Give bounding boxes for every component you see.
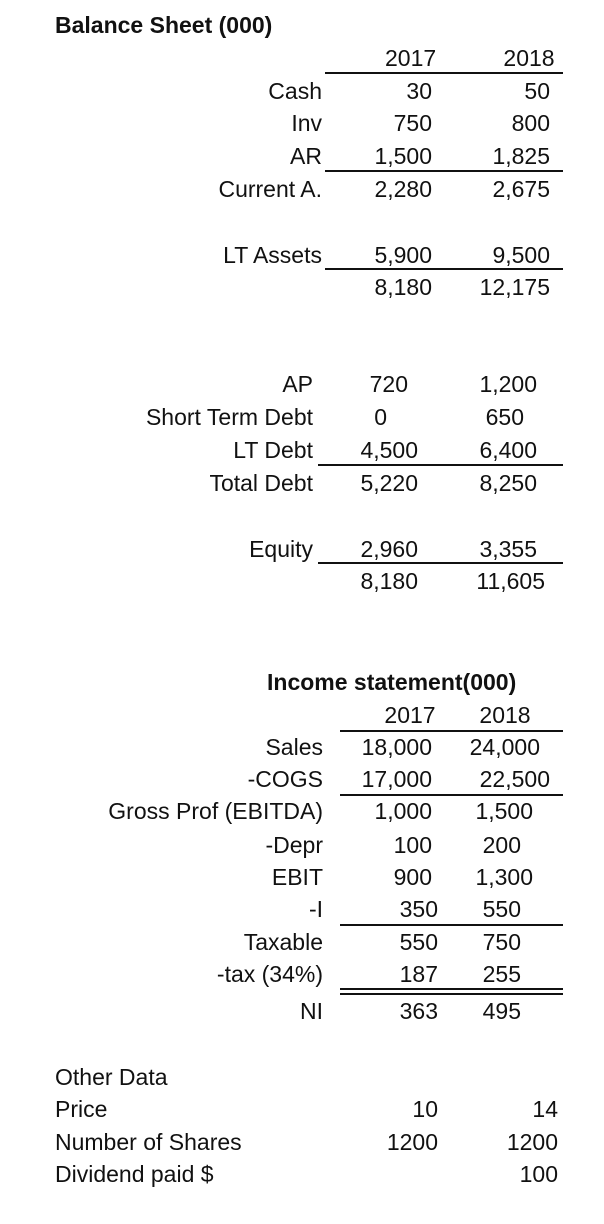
bs-total-liab-equity-2018: 11,605: [476, 568, 545, 594]
bs-ap-2017: 720: [369, 371, 408, 397]
bs-label-ap: AP: [282, 371, 313, 397]
other-dividend-2018: 100: [519, 1161, 558, 1187]
bs-label-total-debt: Total Debt: [209, 470, 313, 496]
bs-equity-2017: 2,960: [360, 536, 418, 562]
bs-year-2018-header: 2018: [503, 45, 555, 71]
is-ebit-2018: 1,300: [475, 864, 533, 890]
bs-label-current-assets: Current A.: [218, 176, 322, 202]
bs-current-assets-rule: [325, 170, 563, 172]
is-label-interest: -I: [308, 896, 323, 922]
bs-label-cash: Cash: [268, 78, 322, 104]
is-ni-double-rule-bottom: [340, 993, 563, 995]
income-statement-title: Income statement(000): [267, 669, 517, 695]
other-label-dividend: Dividend paid $: [55, 1161, 214, 1187]
is-year-2018-header: 2018: [479, 702, 531, 728]
bs-total-assets-2018: 12,175: [479, 274, 550, 300]
other-shares-2018: 1200: [506, 1129, 558, 1155]
is-sales-2017: 18,000: [361, 734, 432, 760]
bs-ar-2018: 1,825: [492, 143, 550, 169]
is-header-underline: [340, 730, 563, 732]
bs-inv-2017: 750: [393, 110, 432, 136]
is-interest-2018: 550: [482, 896, 521, 922]
is-label-sales: Sales: [265, 734, 323, 760]
bs-year-2017-header: 2017: [385, 45, 437, 71]
is-interest-2017: 350: [399, 896, 438, 922]
bs-equity-2018: 3,355: [479, 536, 537, 562]
bs-ar-2017: 1,500: [374, 143, 432, 169]
is-taxable-rule: [340, 924, 563, 926]
bs-total-assets-rule: [325, 268, 563, 270]
is-tax-2018: 255: [482, 961, 521, 987]
is-cogs-2017: 17,000: [361, 766, 432, 792]
is-gross-profit-2017: 1,000: [374, 798, 432, 824]
bs-label-lt-assets: LT Assets: [223, 242, 322, 268]
is-gross-profit-2018: 1,500: [475, 798, 533, 824]
is-label-depr: -Depr: [265, 832, 323, 858]
bs-current-assets-2018: 2,675: [492, 176, 550, 202]
bs-total-liab-equity-rule: [318, 562, 563, 564]
bs-total-debt-2017: 5,220: [360, 470, 418, 496]
bs-label-equity: Equity: [249, 536, 313, 562]
balance-sheet-title: Balance Sheet (000): [55, 12, 273, 38]
bs-short-term-debt-2017: 0: [374, 404, 387, 430]
is-label-ebit: EBIT: [271, 864, 323, 890]
is-sales-2018: 24,000: [469, 734, 540, 760]
is-label-tax: -tax (34%): [216, 961, 323, 987]
bs-total-debt-2018: 8,250: [479, 470, 537, 496]
other-data-title: Other Data: [55, 1064, 168, 1090]
bs-total-liab-equity-2017: 8,180: [360, 568, 418, 594]
is-year-2017-header: 2017: [384, 702, 436, 728]
is-taxable-2017: 550: [399, 929, 438, 955]
bs-total-assets-2017: 8,180: [374, 274, 432, 300]
bs-short-term-debt-2018: 650: [485, 404, 524, 430]
other-price-2017: 10: [412, 1096, 438, 1122]
is-label-cogs: -COGS: [247, 766, 323, 792]
is-ebit-2017: 900: [393, 864, 432, 890]
bs-lt-assets-2018: 9,500: [492, 242, 550, 268]
bs-cash-2017: 30: [406, 78, 432, 104]
bs-lt-debt-2017: 4,500: [360, 437, 418, 463]
other-label-price: Price: [55, 1096, 108, 1122]
bs-current-assets-2017: 2,280: [374, 176, 432, 202]
is-tax-2017: 187: [399, 961, 438, 987]
is-label-ni: NI: [300, 998, 323, 1024]
bs-lt-assets-2017: 5,900: [374, 242, 432, 268]
bs-ap-2018: 1,200: [479, 371, 537, 397]
is-label-gross-profit: Gross Prof (EBITDA): [108, 798, 323, 824]
is-cogs-2018: 22,500: [479, 766, 550, 792]
other-label-shares: Number of Shares: [55, 1129, 242, 1155]
is-label-taxable: Taxable: [243, 929, 323, 955]
is-depr-2018: 200: [482, 832, 521, 858]
is-depr-2017: 100: [393, 832, 432, 858]
other-price-2018: 14: [532, 1096, 558, 1122]
is-ni-2017: 363: [399, 998, 438, 1024]
is-gross-profit-rule: [340, 794, 563, 796]
bs-header-underline: [325, 72, 563, 74]
is-taxable-2018: 750: [482, 929, 521, 955]
bs-cash-2018: 50: [524, 78, 550, 104]
bs-label-short-term-debt: Short Term Debt: [145, 404, 313, 430]
is-ni-double-rule-top: [340, 988, 563, 990]
bs-inv-2018: 800: [511, 110, 550, 136]
is-ni-2018: 495: [482, 998, 521, 1024]
bs-label-lt-debt: LT Debt: [233, 437, 313, 463]
bs-label-inv: Inv: [291, 110, 322, 136]
other-shares-2017: 1200: [386, 1129, 438, 1155]
bs-lt-debt-2018: 6,400: [479, 437, 537, 463]
bs-total-debt-rule: [318, 464, 563, 466]
bs-label-ar: AR: [290, 143, 322, 169]
